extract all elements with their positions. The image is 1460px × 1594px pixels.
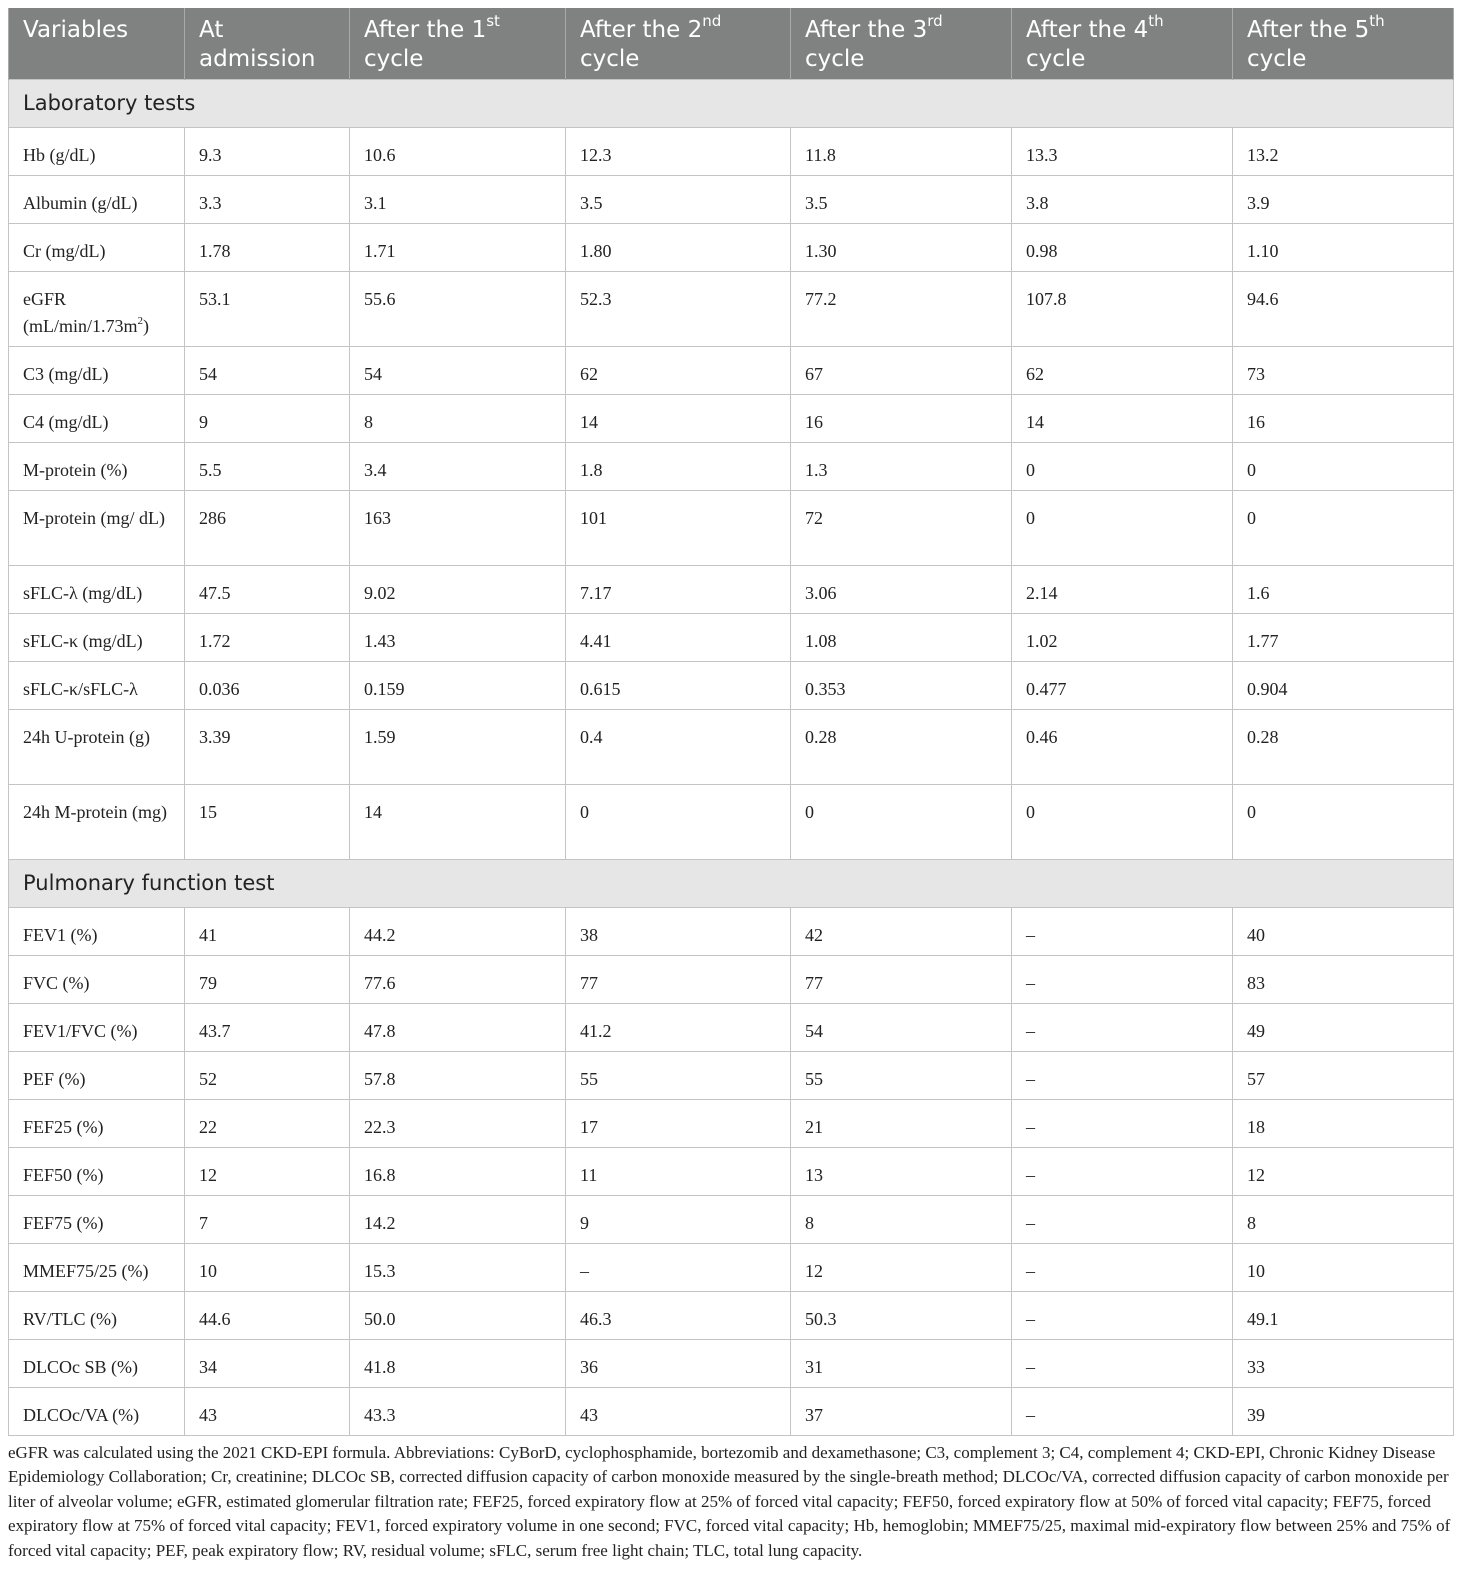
row-label: RV/TLC (%) bbox=[9, 1291, 185, 1339]
table-cell: 83 bbox=[1233, 955, 1454, 1003]
table-cell: 0 bbox=[1233, 490, 1454, 565]
table-cell: 0.477 bbox=[1012, 661, 1233, 709]
table-row bbox=[9, 907, 1454, 955]
table-cell: 43 bbox=[185, 1387, 350, 1435]
table-cell: 36 bbox=[566, 1339, 791, 1387]
table-row bbox=[9, 1147, 1454, 1195]
table-row bbox=[9, 1243, 1454, 1291]
table-cell: – bbox=[1012, 1243, 1233, 1291]
header-cycle-3: After the 3rd cycle bbox=[791, 8, 1012, 79]
table-cell: 53.1 bbox=[185, 271, 350, 346]
table-cell: 49.1 bbox=[1233, 1291, 1454, 1339]
table-cell: 0.615 bbox=[566, 661, 791, 709]
table-row bbox=[9, 565, 1454, 613]
table-cell: 3.8 bbox=[1012, 175, 1233, 223]
table-cell: 47.8 bbox=[350, 1003, 566, 1051]
table-cell: 1.8 bbox=[566, 442, 791, 490]
row-label: 24h U-protein (g) bbox=[9, 709, 185, 784]
table-row bbox=[9, 1003, 1454, 1051]
table-cell: 0 bbox=[1233, 784, 1454, 859]
table-cell: 94.6 bbox=[1233, 271, 1454, 346]
table-cell: 0 bbox=[1012, 784, 1233, 859]
table-cell: 37 bbox=[791, 1387, 1012, 1435]
row-label: 24h M-protein (mg) bbox=[9, 784, 185, 859]
section-row-laboratory bbox=[9, 79, 1454, 127]
table-cell: 55.6 bbox=[350, 271, 566, 346]
table-cell: 52.3 bbox=[566, 271, 791, 346]
table-cell: 3.5 bbox=[566, 175, 791, 223]
table-cell: – bbox=[1012, 1051, 1233, 1099]
table-cell: 1.78 bbox=[185, 223, 350, 271]
table-row bbox=[9, 271, 1454, 346]
table-cell: 8 bbox=[350, 394, 566, 442]
table-cell: 73 bbox=[1233, 346, 1454, 394]
table-cell: 15.3 bbox=[350, 1243, 566, 1291]
row-label: Albumin (g/dL) bbox=[9, 175, 185, 223]
table-cell: 0.46 bbox=[1012, 709, 1233, 784]
table-cell: 2.14 bbox=[1012, 565, 1233, 613]
table-cell: 4.41 bbox=[566, 613, 791, 661]
table-cell: – bbox=[1012, 1387, 1233, 1435]
table-cell: 0 bbox=[1012, 442, 1233, 490]
header-cycle-5: After the 5th cycle bbox=[1233, 8, 1454, 79]
table-cell: 1.59 bbox=[350, 709, 566, 784]
table-cell: – bbox=[1012, 1339, 1233, 1387]
table-cell: 12 bbox=[185, 1147, 350, 1195]
table-cell: 0.28 bbox=[1233, 709, 1454, 784]
table-cell: 1.10 bbox=[1233, 223, 1454, 271]
row-label: FEV1 (%) bbox=[9, 907, 185, 955]
header-cycle-2: After the 2nd cycle bbox=[566, 8, 791, 79]
table-cell: 1.72 bbox=[185, 613, 350, 661]
table-cell: – bbox=[1012, 1291, 1233, 1339]
table-row bbox=[9, 613, 1454, 661]
table-cell: 55 bbox=[791, 1051, 1012, 1099]
header-variables: Variables bbox=[9, 8, 185, 79]
table-cell: 54 bbox=[791, 1003, 1012, 1051]
table-cell: 12 bbox=[1233, 1147, 1454, 1195]
row-label: FEV1/FVC (%) bbox=[9, 1003, 185, 1051]
table-cell: 286 bbox=[185, 490, 350, 565]
table-cell: 1.43 bbox=[350, 613, 566, 661]
header-cycle-1: After the 1st cycle bbox=[350, 8, 566, 79]
table-cell: 44.6 bbox=[185, 1291, 350, 1339]
table-cell: – bbox=[1012, 1195, 1233, 1243]
table-cell: 47.5 bbox=[185, 565, 350, 613]
table-cell: 1.71 bbox=[350, 223, 566, 271]
table-row bbox=[9, 784, 1454, 859]
row-label: MMEF75/25 (%) bbox=[9, 1243, 185, 1291]
table-row bbox=[9, 1051, 1454, 1099]
table-cell: 163 bbox=[350, 490, 566, 565]
row-label: Cr (mg/dL) bbox=[9, 223, 185, 271]
table-row bbox=[9, 955, 1454, 1003]
table-cell: 21 bbox=[791, 1099, 1012, 1147]
table-cell: – bbox=[1012, 1003, 1233, 1051]
table-cell: 43.7 bbox=[185, 1003, 350, 1051]
table-cell: 0.036 bbox=[185, 661, 350, 709]
table-cell: 13.2 bbox=[1233, 127, 1454, 175]
table-cell: 62 bbox=[566, 346, 791, 394]
table-cell: 0.28 bbox=[791, 709, 1012, 784]
table-cell: 0 bbox=[1233, 442, 1454, 490]
table-cell: 16.8 bbox=[350, 1147, 566, 1195]
table-row bbox=[9, 394, 1454, 442]
table-cell: 0 bbox=[566, 784, 791, 859]
row-label: C4 (mg/dL) bbox=[9, 394, 185, 442]
table-cell: 14 bbox=[566, 394, 791, 442]
table-cell: – bbox=[1012, 1147, 1233, 1195]
table-cell: 1.02 bbox=[1012, 613, 1233, 661]
table-cell: 38 bbox=[566, 907, 791, 955]
table-cell: 41.2 bbox=[566, 1003, 791, 1051]
table-cell: 7 bbox=[185, 1195, 350, 1243]
table-row bbox=[9, 661, 1454, 709]
table-cell: 1.77 bbox=[1233, 613, 1454, 661]
table-cell: 55 bbox=[566, 1051, 791, 1099]
row-label: M-protein (%) bbox=[9, 442, 185, 490]
table-cell: 50.3 bbox=[791, 1291, 1012, 1339]
table-cell: 14 bbox=[350, 784, 566, 859]
table-cell: 1.30 bbox=[791, 223, 1012, 271]
table-cell: 31 bbox=[791, 1339, 1012, 1387]
table-cell: 54 bbox=[185, 346, 350, 394]
header-cycle-4: After the 4th cycle bbox=[1012, 8, 1233, 79]
table-cell: 14.2 bbox=[350, 1195, 566, 1243]
section-row-pulmonary bbox=[9, 859, 1454, 907]
table-cell: 79 bbox=[185, 955, 350, 1003]
row-label: FEF25 (%) bbox=[9, 1099, 185, 1147]
table-cell: 3.3 bbox=[185, 175, 350, 223]
table-cell: 7.17 bbox=[566, 565, 791, 613]
table-cell: 0 bbox=[1012, 490, 1233, 565]
table-cell: 1.80 bbox=[566, 223, 791, 271]
table-row bbox=[9, 1387, 1454, 1435]
table-cell: 67 bbox=[791, 346, 1012, 394]
table-cell: 77 bbox=[791, 955, 1012, 1003]
row-label: FEF50 (%) bbox=[9, 1147, 185, 1195]
table-cell: 3.39 bbox=[185, 709, 350, 784]
table-cell: 10.6 bbox=[350, 127, 566, 175]
table-cell: 3.9 bbox=[1233, 175, 1454, 223]
table-cell: 54 bbox=[350, 346, 566, 394]
table-cell: 8 bbox=[791, 1195, 1012, 1243]
row-label: DLCOc/VA (%) bbox=[9, 1387, 185, 1435]
results-table bbox=[8, 8, 1454, 1436]
table-cell: 3.5 bbox=[791, 175, 1012, 223]
table-cell: 3.06 bbox=[791, 565, 1012, 613]
table-cell: 15 bbox=[185, 784, 350, 859]
table-cell: 9.02 bbox=[350, 565, 566, 613]
table-cell: – bbox=[1012, 1099, 1233, 1147]
table-cell: 77 bbox=[566, 955, 791, 1003]
table-cell: 101 bbox=[566, 490, 791, 565]
table-cell: 43.3 bbox=[350, 1387, 566, 1435]
table-cell: 0.4 bbox=[566, 709, 791, 784]
table-cell: 9 bbox=[566, 1195, 791, 1243]
table-cell: 3.1 bbox=[350, 175, 566, 223]
table-cell: 50.0 bbox=[350, 1291, 566, 1339]
table-cell: 16 bbox=[791, 394, 1012, 442]
table-cell: 0.353 bbox=[791, 661, 1012, 709]
header-row bbox=[9, 8, 1454, 79]
table-cell: 17 bbox=[566, 1099, 791, 1147]
row-label: sFLC-κ/sFLC-λ bbox=[9, 661, 185, 709]
table-cell: 1.3 bbox=[791, 442, 1012, 490]
table-cell: 62 bbox=[1012, 346, 1233, 394]
row-label: sFLC-κ (mg/dL) bbox=[9, 613, 185, 661]
table-row bbox=[9, 346, 1454, 394]
row-label: FEF75 (%) bbox=[9, 1195, 185, 1243]
row-label: eGFR $(mL/\min/1.73m^2)$ bbox=[9, 271, 185, 346]
table-row bbox=[9, 1291, 1454, 1339]
table-cell: 9 bbox=[185, 394, 350, 442]
row-label: Hb (g/dL) bbox=[9, 127, 185, 175]
table-cell: 3.4 bbox=[350, 442, 566, 490]
row-label: M-protein (mg/ dL) bbox=[9, 490, 185, 565]
table-cell: 13.3 bbox=[1012, 127, 1233, 175]
table-cell: 49 bbox=[1233, 1003, 1454, 1051]
table-cell: 77.2 bbox=[791, 271, 1012, 346]
table-row bbox=[9, 1339, 1454, 1387]
table-row bbox=[9, 709, 1454, 784]
table-cell: 8 bbox=[1233, 1195, 1454, 1243]
table-cell: 22.3 bbox=[350, 1099, 566, 1147]
table-cell: 10 bbox=[185, 1243, 350, 1291]
table-cell: – bbox=[1012, 907, 1233, 955]
section-title-pulmonary: Pulmonary function test bbox=[9, 859, 1454, 907]
row-label: DLCOc SB (%) bbox=[9, 1339, 185, 1387]
table-cell: 18 bbox=[1233, 1099, 1454, 1147]
table-cell: 41.8 bbox=[350, 1339, 566, 1387]
table-cell: – bbox=[566, 1243, 791, 1291]
table-cell: 1.6 bbox=[1233, 565, 1454, 613]
table-cell: 77.6 bbox=[350, 955, 566, 1003]
table-cell: 12.3 bbox=[566, 127, 791, 175]
table-cell: 39 bbox=[1233, 1387, 1454, 1435]
row-label: sFLC-λ (mg/dL) bbox=[9, 565, 185, 613]
table-cell: 72 bbox=[791, 490, 1012, 565]
table-footnote: eGFR was calculated using the 2021 CKD-EPI formula. Abbreviations: CyBorD, cyclophosphamide, bortezomib and dexamethasone; C3, complement 3; C4, complement 4; CKD-EPI, Chronic Kidney Disease Epidemiology Collaboration; Cr, creatinine; DLCOc SB, corrected diffusion capacity of carbon monoxide measured by the single-breath method; DLCOc/VA, corrected diffusion capacity of carbon monoxide per liter of alveolar volume; eGFR, estimated glomerular filtration rate; FEF25, forced expiratory flow at 25% of forced vital capacity; FEF50, forced expiratory flow at 50% of forced vital capacity; FEF75, forced expiratory flow at 75% of forced vital capacity; FEV1, forced expiratory volume in one second; FVC, forced vital capacity; Hb, hemoglobin; MMEF75/25, maximal mid-expiratory flow between 25% and 75% of forced vital capacity; PEF, peak expiratory flow; RV, residual volume; sFLC, serum free light chain; TLC, total lung capacity. bbox=[8, 1442, 1451, 1560]
table-cell: 11.8 bbox=[791, 127, 1012, 175]
table-cell: 0.98 bbox=[1012, 223, 1233, 271]
table-cell: 52 bbox=[185, 1051, 350, 1099]
table-row bbox=[9, 175, 1454, 223]
table-cell: 10 bbox=[1233, 1243, 1454, 1291]
table-cell: 41 bbox=[185, 907, 350, 955]
table-row bbox=[9, 223, 1454, 271]
table-cell: 5.5 bbox=[185, 442, 350, 490]
table-cell: 57.8 bbox=[350, 1051, 566, 1099]
table-cell: 34 bbox=[185, 1339, 350, 1387]
table-row bbox=[9, 490, 1454, 565]
table-cell: 0.904 bbox=[1233, 661, 1454, 709]
table-row bbox=[9, 127, 1454, 175]
table-cell: 14 bbox=[1012, 394, 1233, 442]
table-cell: 22 bbox=[185, 1099, 350, 1147]
table-cell: 46.3 bbox=[566, 1291, 791, 1339]
table-cell: 43 bbox=[566, 1387, 791, 1435]
table-cell: 13 bbox=[791, 1147, 1012, 1195]
table-cell: 16 bbox=[1233, 394, 1454, 442]
header-at-admission: At admission bbox=[185, 8, 350, 79]
table-row bbox=[9, 1099, 1454, 1147]
row-label: FVC (%) bbox=[9, 955, 185, 1003]
table-cell: 57 bbox=[1233, 1051, 1454, 1099]
table-cell: 11 bbox=[566, 1147, 791, 1195]
table-cell: 12 bbox=[791, 1243, 1012, 1291]
table-cell: 107.8 bbox=[1012, 271, 1233, 346]
table-cell: 33 bbox=[1233, 1339, 1454, 1387]
table-cell: 0.159 bbox=[350, 661, 566, 709]
table-cell: 9.3 bbox=[185, 127, 350, 175]
table-cell: 0 bbox=[791, 784, 1012, 859]
table-cell: – bbox=[1012, 955, 1233, 1003]
table-container bbox=[8, 8, 1453, 1563]
section-title-laboratory: Laboratory tests bbox=[9, 79, 1454, 127]
table-cell: 40 bbox=[1233, 907, 1454, 955]
table-row bbox=[9, 442, 1454, 490]
table-cell: 44.2 bbox=[350, 907, 566, 955]
row-label: C3 (mg/dL) bbox=[9, 346, 185, 394]
table-cell: 1.08 bbox=[791, 613, 1012, 661]
table-cell: 42 bbox=[791, 907, 1012, 955]
table-row bbox=[9, 1195, 1454, 1243]
row-label: PEF (%) bbox=[9, 1051, 185, 1099]
